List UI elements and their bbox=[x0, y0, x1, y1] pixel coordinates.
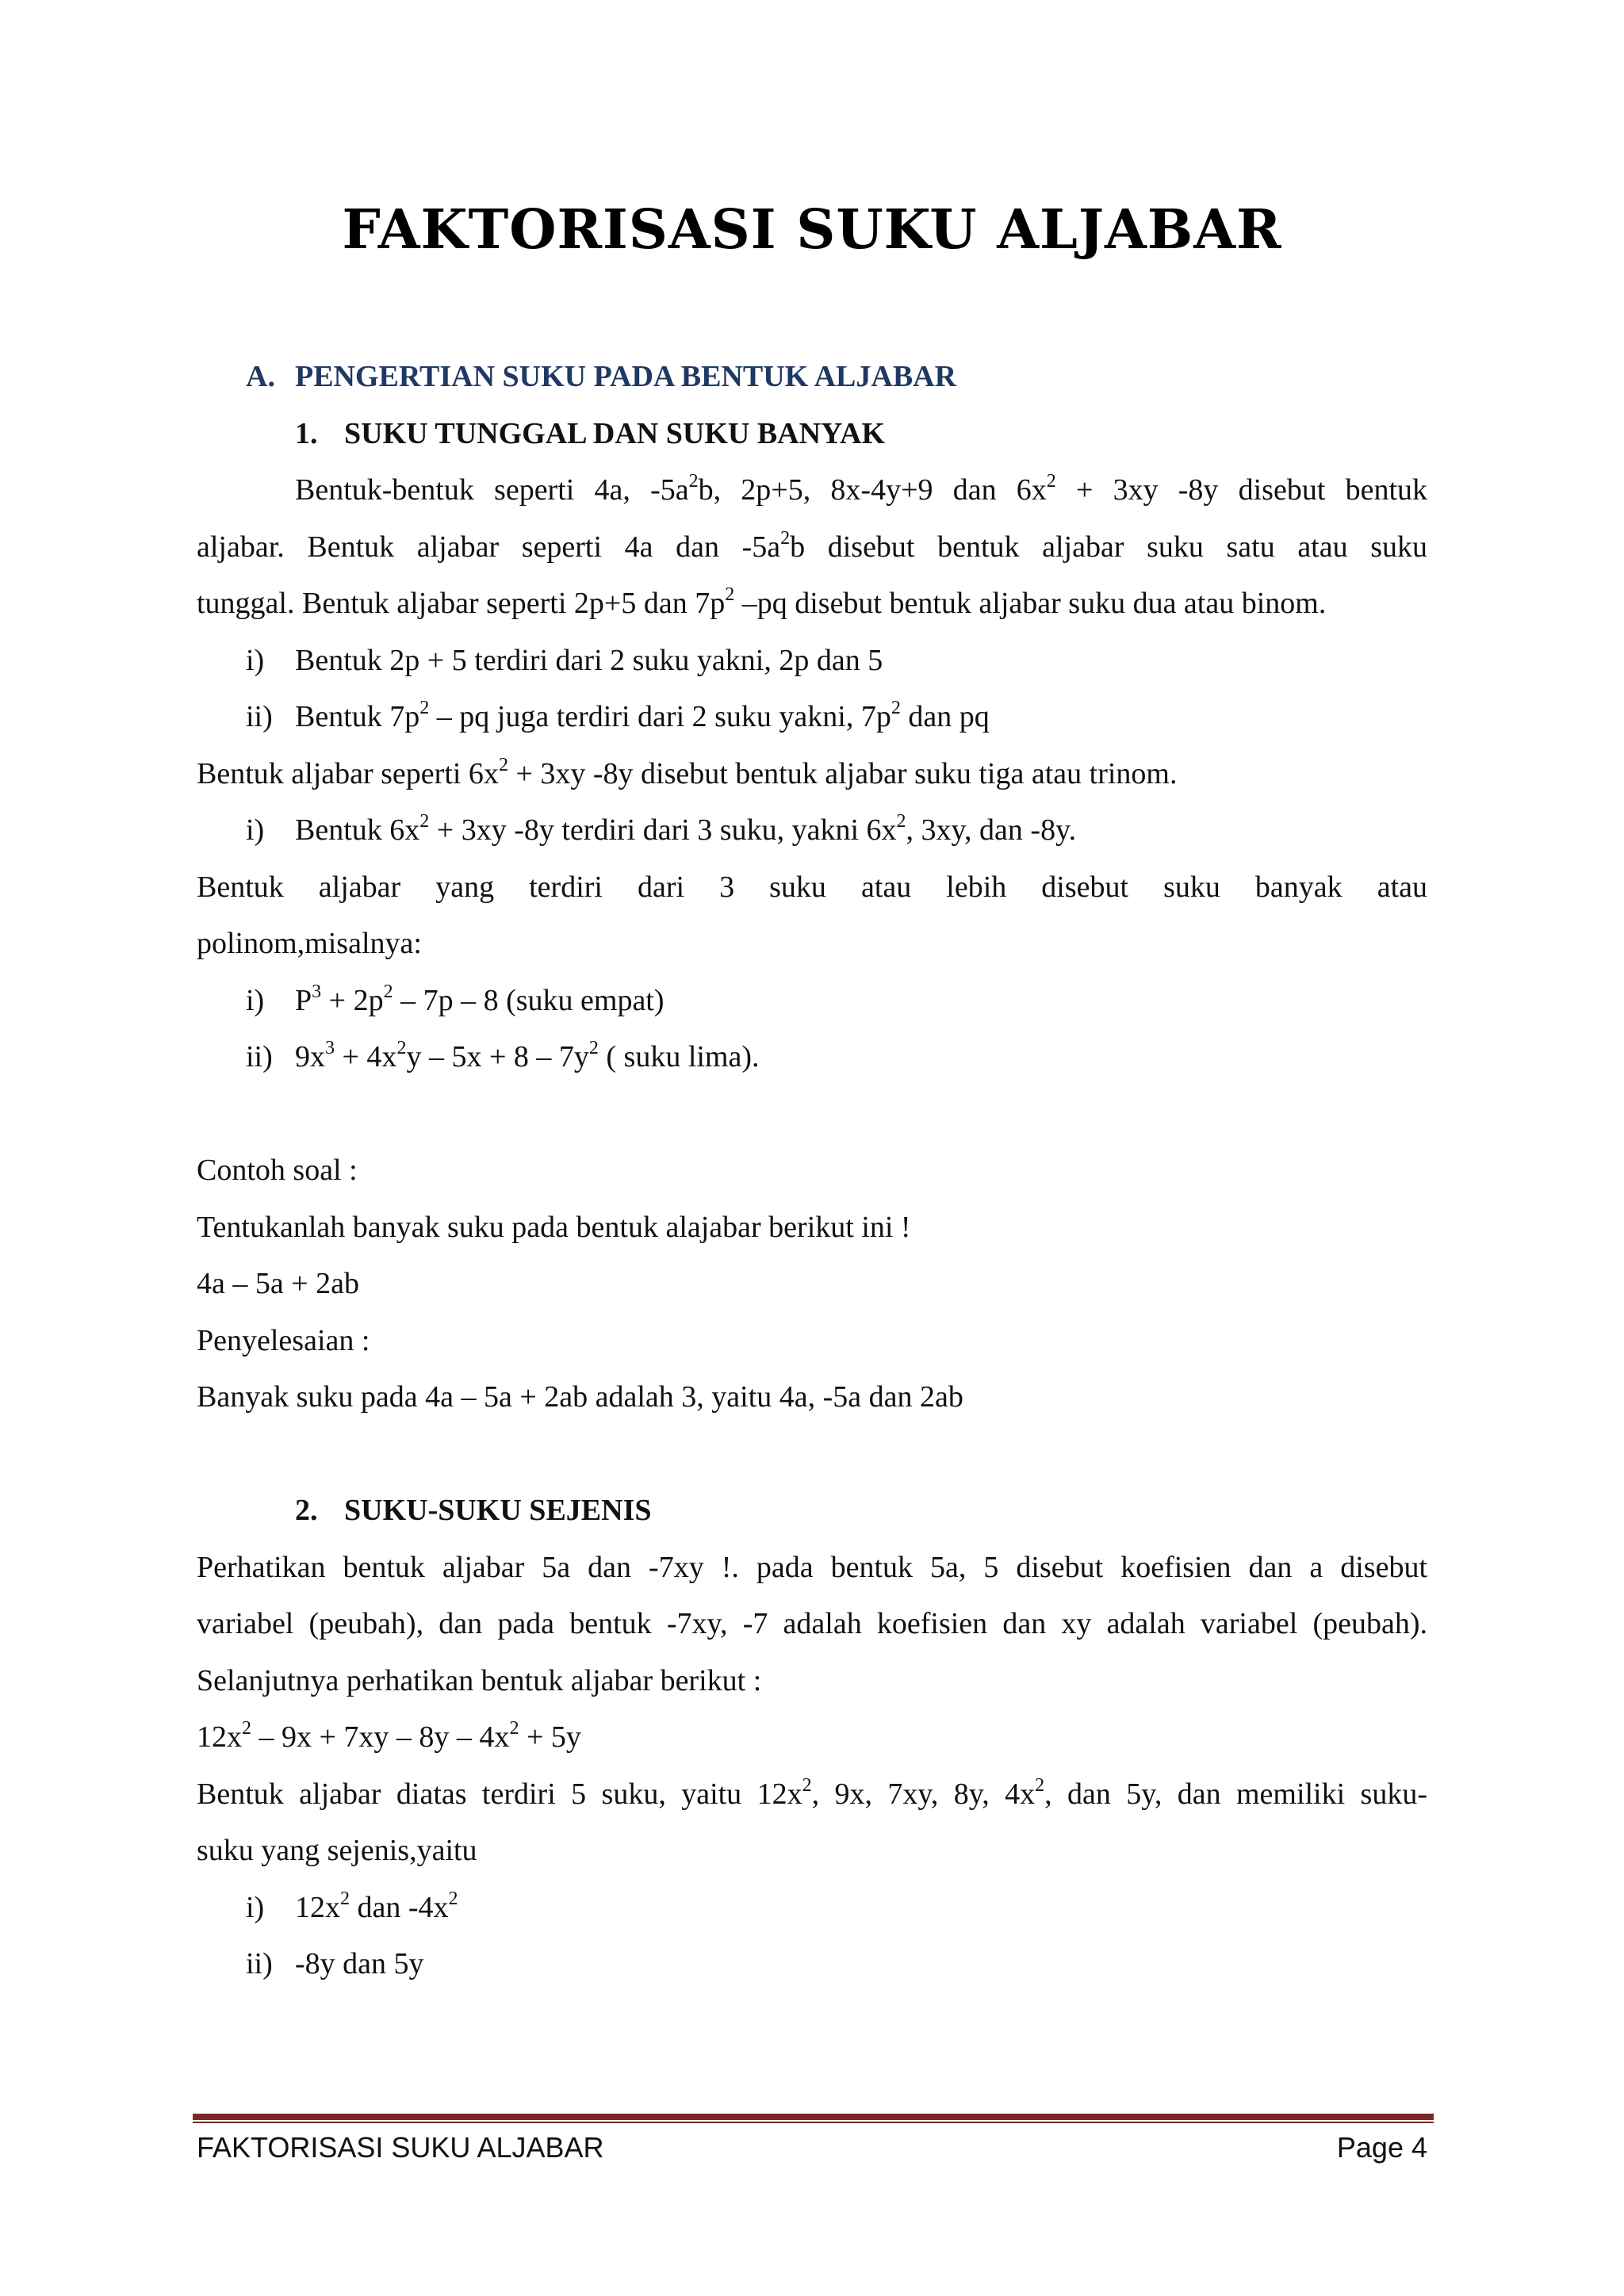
page-title: FAKTORISASI SUKU ALJABAR bbox=[342, 198, 1282, 262]
spacer bbox=[197, 1086, 1427, 1143]
subsection-1-heading: 1. SUKU TUNGGAL DAN SUKU BANYAK bbox=[295, 416, 886, 450]
document-body bbox=[197, 349, 1427, 1993]
paragraph-line: Bentuk aljabar yang terdiri dari 3 suku atau lebih disebut suku banyak atau bbox=[197, 870, 1427, 904]
paragraph-line: Bentuk aljabar seperti $6x^2 + 3xy$ -8y disebut bentuk aljabar suku tiga atau trinom. bbox=[197, 754, 1178, 790]
list-item: ii) -8y dan 5y bbox=[246, 1947, 424, 1980]
list-item: ii) Bentuk $7p^2$ – pq juga terdiri dari 2 suku yakni, $7p^2$ dan pq bbox=[246, 698, 990, 733]
footer-divider bbox=[193, 2114, 1434, 2123]
section-a-heading: A. PENGERTIAN SUKU PADA BENTUK ALJABAR bbox=[246, 360, 957, 393]
paragraph-line: variabel (peubah), dan pada bentuk -7xy, -7 adalah koefisien dan xy adalah variabel (peubah). bbox=[197, 1607, 1427, 1640]
list-item: i) Bentuk 2p + 5 terdiri dari 2 suku yakni, 2p dan 5 bbox=[246, 643, 883, 677]
page-number: Page 4 bbox=[1336, 2131, 1427, 2164]
paragraph-line: Bentuk-bentuk seperti 4a, $-5a^2b$, 2p+5, 8x-4y+9 dan $6x^2 + 3xy$ -8y disebut bentuk bbox=[295, 471, 1428, 507]
list-item: i) $P^3 + 2p^2 - 7p - 8$ (suku empat) bbox=[246, 981, 665, 1017]
paragraph-line: tunggal. Bentuk aljabar seperti 2p+5 dan $7p^2$ –pq disebut bentuk aljabar suku dua atau binom. bbox=[197, 584, 1327, 620]
page-footer bbox=[197, 2131, 1427, 2164]
list-item: i) Bentuk $6x^2 + 3xy$ -8y terdiri dari 3 suku, yakni $6x^2$, 3xy, dan -8y. bbox=[246, 811, 1077, 847]
subsection-2-heading: 2. SUKU-SUKU SEJENIS bbox=[295, 1494, 652, 1527]
paragraph-line: Perhatikan bentuk aljabar 5a dan -7xy !. pada bentuk 5a, 5 disebut koefisien dan a disebut bbox=[197, 1550, 1427, 1584]
paragraph-line: Selanjutnya perhatikan bentuk aljabar berikut : bbox=[197, 1663, 762, 1697]
example-question: Tentukanlah banyak suku pada bentuk alajabar berikut ini ! bbox=[197, 1210, 911, 1244]
list-item: i) $12x^2$ dan $-4x^2$ bbox=[246, 1888, 458, 1924]
solution-answer: Banyak suku pada 4a – 5a + 2ab adalah 3, yaitu 4a, -5a dan 2ab bbox=[197, 1380, 963, 1414]
list-item: ii) $9x^3 + 4x^2y - 5x + 8 - 7y^2$ ( suku lima). bbox=[246, 1038, 760, 1073]
solution-label: Penyelesaian : bbox=[197, 1323, 370, 1357]
paragraph-line: aljabar. Bentuk aljabar seperti 4a dan $-5a^2b$ disebut bentuk aljabar suku satu atau suku bbox=[197, 527, 1428, 564]
spacer bbox=[197, 1426, 1427, 1483]
example-label: Contoh soal : bbox=[197, 1154, 358, 1187]
example-expression: 4a – 5a + 2ab bbox=[197, 1267, 360, 1300]
expression-line: $12x^2 - 9x + 7xy - 8y - 4x^2 + 5y$ bbox=[197, 1718, 581, 1754]
paragraph-line: suku yang sejenis,yaitu bbox=[197, 1834, 477, 1867]
paragraph-line: Bentuk aljabar diatas terdiri 5 suku, yaitu $12x^2$, 9x, 7xy, 8y, $4x^2$, dan 5y, dan memiliki suku- bbox=[197, 1774, 1427, 1811]
paragraph-line: polinom,misalnya: bbox=[197, 927, 422, 960]
footer-title: FAKTORISASI SUKU ALJABAR bbox=[197, 2131, 604, 2164]
